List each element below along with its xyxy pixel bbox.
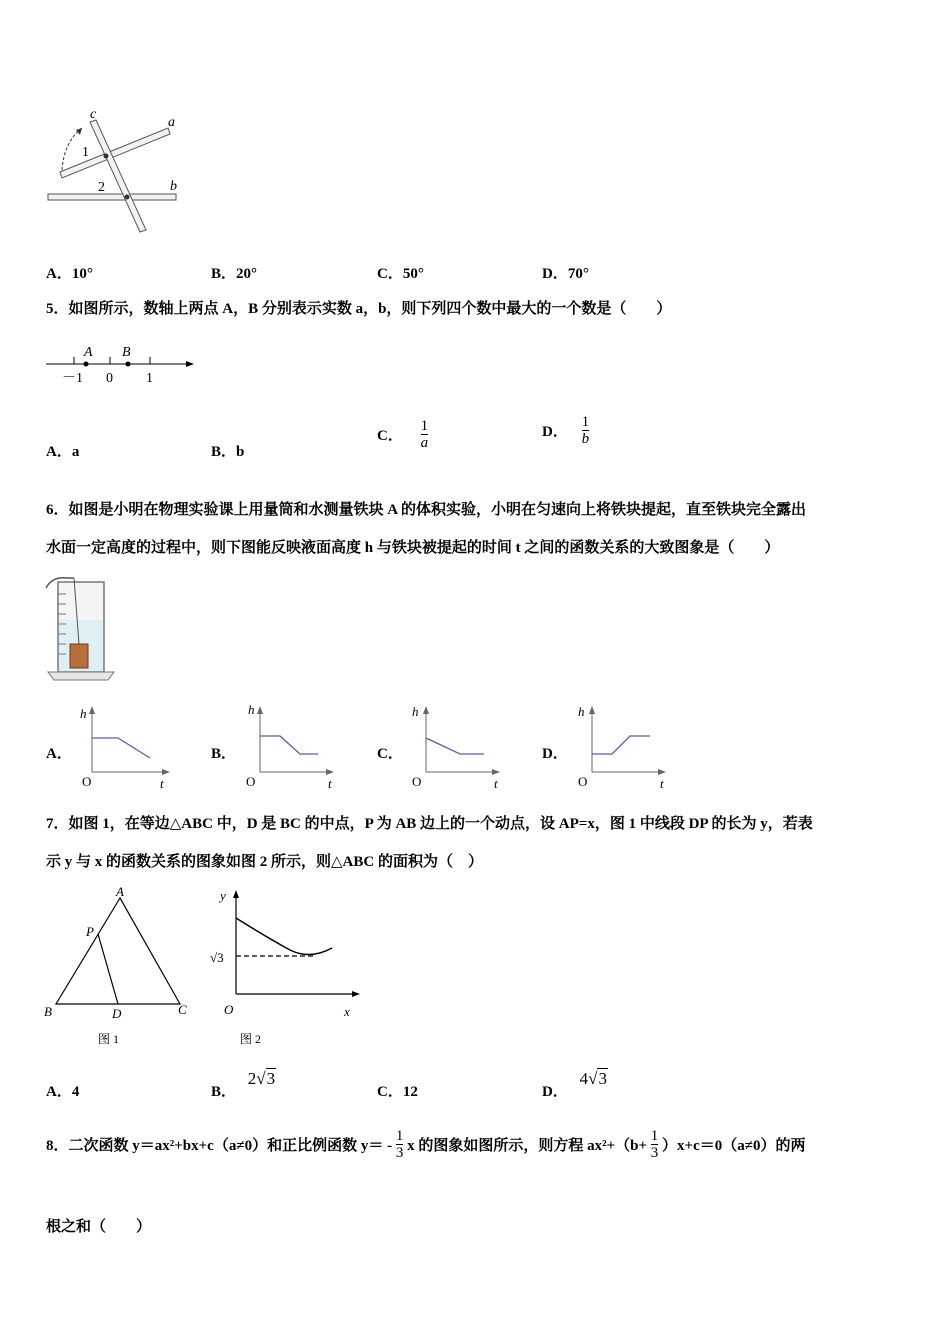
q6-graph-b[interactable] [238, 702, 338, 792]
q7-question-line-2: 示 y 与 x 的函数关系的图象如图 2 所示，则△ABC 的面积为（ ） [46, 854, 483, 870]
q7-figure-2-graph [206, 884, 366, 1048]
two-root-three: 2√3 [247, 1069, 276, 1088]
q5-option-a[interactable]: A．a [46, 444, 80, 460]
svg-text:t: t [328, 776, 332, 791]
q6-question-line-2: 水面一定高度的过程中，则下图能反映液面高度 h 与铁块被提起的时间 t 之间的函数关系的大致图象是（ ） [46, 540, 780, 556]
svg-text:x: x [344, 1004, 350, 1019]
q8-question-line-1: 8．二次函数 y＝ax²+bx+c（a≠0）和正比例函数 y＝ - $\frac{1}{3}$ x 的图象如图所示，则方程 ax²+（b+ $\frac{1}{3}$ ）x+c＝0（a≠0）的两 [46, 1128, 806, 1161]
svg-text:C: C [178, 1002, 187, 1017]
fraction-1-over-a: $\frac{1}{a}$ [420, 418, 429, 451]
q6-graph-c[interactable] [404, 702, 504, 792]
tick-label-0: 0 [106, 371, 113, 386]
svg-text:t: t [494, 776, 498, 791]
fraction-1-over-b: $\frac{1}{b}$ [581, 414, 590, 447]
svg-text:A: A [116, 884, 124, 899]
svg-text:图 2: 图 2 [240, 1032, 262, 1046]
rod-b [48, 194, 176, 200]
q6-option-d-label[interactable]: D． [542, 746, 568, 762]
q7-figure-1-triangle [40, 886, 200, 1046]
q7-question-line-1: 7．如图 1，在等边△ABC 中，D 是 BC 的中点，P 为 AB 边上的一个动点，设 AP=x，图 1 中线段 DP 的长为 y，若表 [46, 816, 813, 832]
q6-cylinder-figure [44, 574, 114, 684]
q4-option-b[interactable]: B．20° [211, 266, 258, 282]
q4-option-c[interactable]: C．50° [377, 266, 424, 282]
q4-figure [40, 100, 200, 240]
svg-text:O: O [578, 774, 588, 789]
svg-text:t: t [660, 776, 664, 791]
four-root-three: 4√3 [579, 1069, 607, 1088]
svg-text:√3: √3 [210, 950, 224, 965]
point-b-label: B [122, 345, 131, 360]
svg-text:O: O [246, 774, 256, 789]
svg-text:t: t [160, 776, 164, 791]
q5-number-line [44, 340, 204, 390]
svg-text:P: P [86, 924, 94, 939]
label-b: b [170, 179, 177, 194]
q5-option-b[interactable]: B．b [211, 444, 245, 460]
label-a: a [168, 115, 175, 130]
q7-option-b[interactable]: B． 2√3 [211, 1069, 276, 1100]
svg-text:D: D [112, 1006, 122, 1021]
q6-question-line-1: 6．如图是小明在物理实验课上用量筒和水测量铁块 A 的体积实验，小明在匀速向上将铁块提起，直至铁块完全露出 [46, 502, 807, 518]
q6-option-c-label[interactable]: C． [377, 746, 403, 762]
q6-graph-a[interactable] [74, 702, 174, 792]
svg-text:h: h [578, 704, 585, 719]
q5-option-c[interactable]: C． $\frac{1}{a}$ [377, 418, 429, 451]
point-a-dot [84, 362, 89, 367]
point-a-label: A [84, 345, 93, 360]
rod-c [90, 120, 146, 232]
svg-text:O: O [224, 1002, 234, 1017]
q5-option-d[interactable]: D． $\frac{1}{b}$ [542, 414, 590, 447]
q7-option-c[interactable]: C．12 [377, 1084, 418, 1100]
svg-text:O: O [412, 774, 422, 789]
q5-question-text: 5．如图所示，数轴上两点 A，B 分别表示实数 a，b，则下列四个数中最大的一个数是（ ） [46, 301, 672, 317]
q6-graph-d[interactable] [570, 702, 670, 792]
fraction-one-third-2: $\frac{1}{3}$ [650, 1128, 659, 1161]
tick-label-minus-1: －1 [62, 371, 83, 386]
tick-label-1: 1 [146, 371, 153, 386]
svg-text:h: h [80, 706, 87, 721]
q6-option-a-label[interactable]: A． [46, 746, 72, 762]
label-angle-2: 2 [98, 180, 105, 195]
svg-text:图 1: 图 1 [98, 1032, 120, 1046]
svg-text:O: O [82, 774, 92, 789]
label-c: c [90, 107, 97, 122]
point-b-dot [126, 362, 131, 367]
svg-text:h: h [248, 702, 255, 717]
iron-block [70, 644, 88, 668]
label-angle-1: 1 [82, 145, 89, 160]
q7-option-d[interactable]: D． 4√3 [542, 1069, 607, 1100]
svg-text:y: y [220, 888, 226, 903]
q6-option-b-label[interactable]: B． [211, 746, 237, 762]
fraction-one-third-1: $\frac{1}{3}$ [395, 1128, 404, 1161]
svg-text:h: h [412, 704, 419, 719]
q8-question-line-2: 根之和（ ） [46, 1219, 152, 1235]
svg-text:B: B [44, 1004, 52, 1019]
q4-option-d[interactable]: D．70° [542, 266, 589, 282]
q7-option-a[interactable]: A．4 [46, 1084, 80, 1100]
q4-option-a[interactable]: A．10° [46, 266, 93, 282]
